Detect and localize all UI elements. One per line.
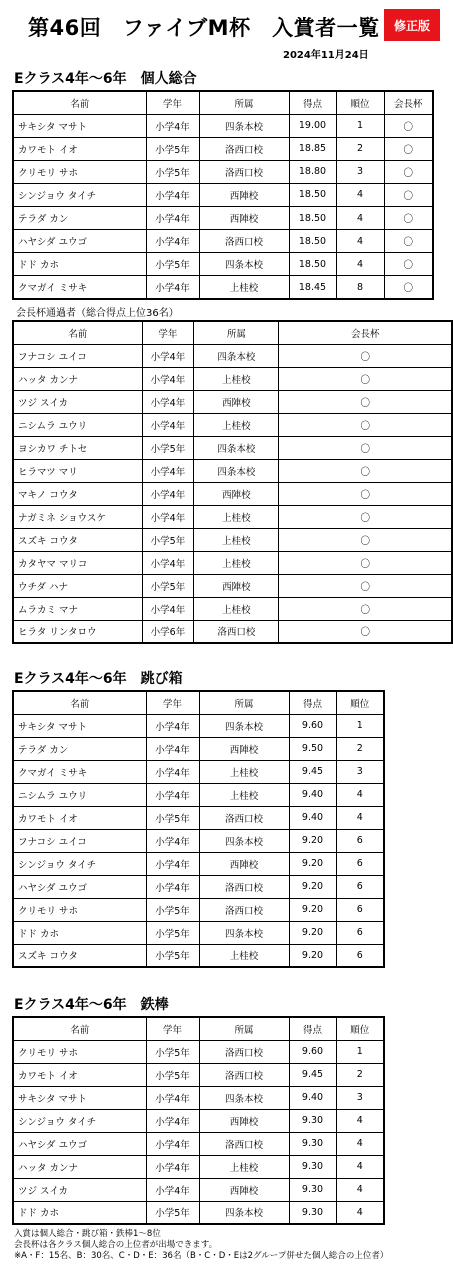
- table-row: [13, 620, 452, 643]
- table-row: [13, 1040, 384, 1063]
- table-cell: 洛西口校: [199, 230, 289, 253]
- table-cell: 小学4年: [146, 737, 199, 760]
- table-cell: カワモト イオ: [13, 806, 146, 829]
- table-row: [13, 482, 452, 505]
- table-cell: 2: [336, 1063, 384, 1086]
- table-cell: スズキ コウタ: [13, 944, 146, 967]
- table-cell: 西陣校: [199, 206, 289, 229]
- table-row: [13, 114, 433, 137]
- table-row: [13, 160, 433, 183]
- table-cell: 小学4年: [146, 875, 199, 898]
- table-cell: 洛西口校: [199, 806, 289, 829]
- table-cell: 1: [336, 1040, 384, 1063]
- section-title-council: 会長杯通過者（総合得点上位36名）: [16, 308, 179, 319]
- table-cell: 小学6年: [142, 620, 194, 643]
- column-header: 得点: [289, 691, 336, 714]
- table-cell: 4: [336, 783, 384, 806]
- table-row: [13, 875, 384, 898]
- table-header-row: [13, 321, 452, 344]
- table-cell: シンジョウ タイチ: [13, 1109, 146, 1132]
- table-cell: 18.50: [289, 183, 336, 206]
- table-cell: 〇: [279, 344, 452, 367]
- table-cell: 〇: [384, 253, 433, 276]
- column-header: 得点: [289, 1017, 336, 1040]
- table-cell: 洛西口校: [199, 1040, 289, 1063]
- table-cell: 2: [336, 737, 384, 760]
- table-cell: 4: [336, 230, 384, 253]
- table-cell: テラダ カン: [13, 206, 146, 229]
- table-cell: 小学4年: [146, 829, 199, 852]
- table-cell: 小学5年: [146, 1201, 199, 1224]
- table-cell: 9.20: [289, 944, 336, 967]
- table-cell: 9.40: [289, 1086, 336, 1109]
- table-cell: 小学5年: [146, 806, 199, 829]
- table-cell: カワモト イオ: [13, 1063, 146, 1086]
- column-header: 名前: [13, 321, 142, 344]
- table-cell: 18.50: [289, 253, 336, 276]
- table-cell: カワモト イオ: [13, 137, 146, 160]
- table-cell: 西陣校: [199, 1178, 289, 1201]
- table-cell: 小学4年: [146, 1155, 199, 1178]
- table-cell: 6: [336, 829, 384, 852]
- column-header: 学年: [146, 1017, 199, 1040]
- table-cell: 〇: [384, 206, 433, 229]
- table-cell: 9.50: [289, 737, 336, 760]
- table-cell: 小学4年: [146, 1109, 199, 1132]
- results-table-vault: [12, 690, 385, 968]
- table-row: [13, 551, 452, 574]
- table-cell: 小学5年: [146, 137, 199, 160]
- table-row: [13, 253, 433, 276]
- table-cell: 洛西口校: [199, 875, 289, 898]
- table-row: [13, 1132, 384, 1155]
- table-cell: クマガイ ミサキ: [13, 760, 146, 783]
- table-cell: 洛西口校: [199, 160, 289, 183]
- table-cell: 19.00: [289, 114, 336, 137]
- table-cell: 小学4年: [146, 1132, 199, 1155]
- footnote-line: ※A・F：15名、B：30名、C・D・E：36名（B・C・D・Eは2グループ併せた個人総合の上位者）: [14, 1251, 389, 1261]
- footnote-line: 会長杯は各クラス個人総合の上位者が出場できます。: [14, 1240, 218, 1250]
- table-row: [13, 230, 433, 253]
- table-cell: 小学5年: [146, 160, 199, 183]
- table-cell: 〇: [384, 137, 433, 160]
- table-cell: 小学4年: [142, 344, 194, 367]
- table-cell: 西陣校: [199, 1109, 289, 1132]
- table-cell: 4: [336, 1178, 384, 1201]
- table-cell: 上桂校: [194, 551, 279, 574]
- page-title: 第46回 ファイブM杯 入賞者一覧: [28, 16, 380, 40]
- table-cell: 〇: [279, 436, 452, 459]
- table-cell: 小学4年: [146, 1086, 199, 1109]
- table-cell: 〇: [279, 390, 452, 413]
- table-cell: 小学4年: [142, 367, 194, 390]
- table-cell: フナコシ ユイコ: [13, 344, 142, 367]
- table-cell: 小学4年: [142, 551, 194, 574]
- table-cell: 小学5年: [146, 898, 199, 921]
- table-cell: 上桂校: [199, 1155, 289, 1178]
- table-cell: 小学4年: [142, 505, 194, 528]
- table-cell: 9.30: [289, 1109, 336, 1132]
- table-cell: ドド カホ: [13, 921, 146, 944]
- table-cell: 4: [336, 806, 384, 829]
- table-cell: 小学4年: [146, 1178, 199, 1201]
- table-cell: 9.60: [289, 1040, 336, 1063]
- table-cell: ムラカミ マナ: [13, 597, 142, 620]
- table-cell: 小学4年: [142, 413, 194, 436]
- table-cell: テラダ カン: [13, 737, 146, 760]
- table-cell: 洛西口校: [199, 1132, 289, 1155]
- table-row: [13, 714, 384, 737]
- table-cell: マキノ コウタ: [13, 482, 142, 505]
- table-row: [13, 944, 384, 967]
- table-cell: 9.30: [289, 1155, 336, 1178]
- table-row: [13, 390, 452, 413]
- table-row: [13, 528, 452, 551]
- table-cell: 四条本校: [199, 829, 289, 852]
- table-row: [13, 413, 452, 436]
- column-header: 順位: [336, 91, 384, 114]
- table-cell: ハヤシダ ユウゴ: [13, 230, 146, 253]
- table-row: [13, 829, 384, 852]
- column-header: 会長杯: [279, 321, 452, 344]
- table-row: [13, 1201, 384, 1224]
- table-cell: 〇: [279, 597, 452, 620]
- table-cell: サキシタ マサト: [13, 714, 146, 737]
- table-row: [13, 137, 433, 160]
- table-cell: 四条本校: [199, 253, 289, 276]
- table-row: [13, 737, 384, 760]
- column-header: 会長杯: [384, 91, 433, 114]
- table-cell: 9.30: [289, 1132, 336, 1155]
- table-cell: 〇: [279, 551, 452, 574]
- table-cell: 3: [336, 1086, 384, 1109]
- table-cell: 小学4年: [142, 597, 194, 620]
- table-cell: 西陣校: [194, 574, 279, 597]
- column-header: 名前: [13, 691, 146, 714]
- table-cell: 9.20: [289, 875, 336, 898]
- column-header: 所属: [194, 321, 279, 344]
- table-cell: 1: [336, 714, 384, 737]
- table-row: [13, 344, 452, 367]
- table-cell: 小学5年: [142, 528, 194, 551]
- table-cell: 9.40: [289, 783, 336, 806]
- table-row: [13, 898, 384, 921]
- column-header: 所属: [199, 691, 289, 714]
- table-cell: シンジョウ タイチ: [13, 852, 146, 875]
- table-cell: 小学4年: [146, 230, 199, 253]
- table-cell: 〇: [384, 183, 433, 206]
- table-cell: 〇: [384, 160, 433, 183]
- section-title-bar: Eクラス4年～6年 鉄棒: [14, 997, 169, 1013]
- results-table-council: [12, 320, 453, 644]
- table-cell: 〇: [279, 574, 452, 597]
- table-row: [13, 1109, 384, 1132]
- footnotes: [14, 1229, 388, 1262]
- table-row: [13, 505, 452, 528]
- table-row: [13, 436, 452, 459]
- table-cell: 4: [336, 253, 384, 276]
- table-row: [13, 1155, 384, 1178]
- table-cell: 西陣校: [199, 852, 289, 875]
- table-cell: クマガイ ミサキ: [13, 276, 146, 299]
- table-cell: 上桂校: [194, 413, 279, 436]
- table-cell: 上桂校: [199, 276, 289, 299]
- table-cell: 〇: [279, 528, 452, 551]
- table-row: [13, 459, 452, 482]
- table-cell: 〇: [384, 276, 433, 299]
- table-cell: サキシタ マサト: [13, 114, 146, 137]
- table-cell: 4: [336, 1109, 384, 1132]
- table-cell: ドド カホ: [13, 1201, 146, 1224]
- table-cell: 四条本校: [199, 921, 289, 944]
- table-cell: 四条本校: [194, 344, 279, 367]
- table-row: [13, 183, 433, 206]
- table-cell: ニシムラ ユウリ: [13, 783, 146, 806]
- table-cell: 8: [336, 276, 384, 299]
- table-cell: 9.20: [289, 898, 336, 921]
- table-cell: 9.20: [289, 852, 336, 875]
- column-header: 順位: [336, 1017, 384, 1040]
- table-header-row: [13, 1017, 384, 1040]
- table-cell: 4: [336, 206, 384, 229]
- table-cell: 小学5年: [146, 1063, 199, 1086]
- table-cell: ツジ スイカ: [13, 1178, 146, 1201]
- table-cell: 2: [336, 137, 384, 160]
- table-cell: 18.50: [289, 230, 336, 253]
- table-cell: 6: [336, 898, 384, 921]
- table-row: [13, 760, 384, 783]
- table-cell: クリモリ サホ: [13, 898, 146, 921]
- table-cell: 四条本校: [194, 436, 279, 459]
- table-cell: 西陣校: [199, 183, 289, 206]
- table-cell: 小学4年: [146, 114, 199, 137]
- table-cell: 四条本校: [199, 1201, 289, 1224]
- column-header: 順位: [336, 691, 384, 714]
- table-cell: 上桂校: [194, 505, 279, 528]
- results-table-bar: [12, 1016, 385, 1225]
- table-cell: 3: [336, 760, 384, 783]
- column-header: 所属: [199, 91, 289, 114]
- table-cell: カタヤマ マリコ: [13, 551, 142, 574]
- table-cell: 18.85: [289, 137, 336, 160]
- section-title-overall: Eクラス4年～6年 個人総合: [14, 71, 197, 87]
- table-cell: 〇: [384, 114, 433, 137]
- table-cell: 洛西口校: [199, 1063, 289, 1086]
- table-cell: 小学5年: [146, 1040, 199, 1063]
- table-cell: 6: [336, 921, 384, 944]
- table-cell: 小学5年: [142, 574, 194, 597]
- table-cell: 〇: [279, 413, 452, 436]
- table-row: [13, 806, 384, 829]
- table-row: [13, 1178, 384, 1201]
- table-cell: 18.80: [289, 160, 336, 183]
- table-cell: 小学4年: [146, 714, 199, 737]
- table-cell: ヨシカワ チトセ: [13, 436, 142, 459]
- table-cell: 上桂校: [194, 597, 279, 620]
- table-cell: 小学4年: [142, 459, 194, 482]
- table-cell: 9.45: [289, 1063, 336, 1086]
- table-cell: 四条本校: [199, 114, 289, 137]
- table-row: [13, 1063, 384, 1086]
- table-cell: スズキ コウタ: [13, 528, 142, 551]
- table-cell: 9.20: [289, 921, 336, 944]
- table-row: [13, 367, 452, 390]
- table-header-row: [13, 691, 384, 714]
- table-cell: 小学5年: [146, 944, 199, 967]
- table-cell: ヒラタ リンタロウ: [13, 620, 142, 643]
- table-cell: 西陣校: [194, 390, 279, 413]
- table-row: [13, 783, 384, 806]
- table-cell: シンジョウ タイチ: [13, 183, 146, 206]
- table-cell: 西陣校: [194, 482, 279, 505]
- table-cell: サキシタ マサト: [13, 1086, 146, 1109]
- table-cell: 4: [336, 1132, 384, 1155]
- table-row: [13, 574, 452, 597]
- column-header: 名前: [13, 91, 146, 114]
- table-cell: ヒラマツ マリ: [13, 459, 142, 482]
- table-cell: 9.20: [289, 829, 336, 852]
- column-header: 名前: [13, 1017, 146, 1040]
- table-cell: 四条本校: [199, 714, 289, 737]
- table-cell: ナガミネ ショウスケ: [13, 505, 142, 528]
- table-cell: 四条本校: [194, 459, 279, 482]
- table-cell: 3: [336, 160, 384, 183]
- column-header: 得点: [289, 91, 336, 114]
- table-cell: 小学4年: [146, 760, 199, 783]
- table-cell: クリモリ サホ: [13, 1040, 146, 1063]
- table-cell: 西陣校: [199, 737, 289, 760]
- table-cell: 小学4年: [146, 183, 199, 206]
- table-cell: 小学5年: [146, 921, 199, 944]
- table-cell: 上桂校: [199, 944, 289, 967]
- table-row: [13, 1086, 384, 1109]
- table-cell: ツジ スイカ: [13, 390, 142, 413]
- table-cell: 9.60: [289, 714, 336, 737]
- table-cell: ウチダ ハナ: [13, 574, 142, 597]
- table-cell: 〇: [384, 230, 433, 253]
- table-cell: 四条本校: [199, 1086, 289, 1109]
- table-cell: 6: [336, 944, 384, 967]
- table-cell: ハッタ カンナ: [13, 1155, 146, 1178]
- table-cell: 〇: [279, 620, 452, 643]
- table-cell: 小学4年: [142, 482, 194, 505]
- table-cell: 小学4年: [142, 390, 194, 413]
- table-cell: 小学5年: [146, 253, 199, 276]
- table-cell: 9.30: [289, 1201, 336, 1224]
- table-cell: 小学4年: [146, 783, 199, 806]
- event-date: 2024年11月24日: [283, 50, 369, 61]
- table-cell: クリモリ サホ: [13, 160, 146, 183]
- table-cell: 1: [336, 114, 384, 137]
- column-header: 学年: [146, 91, 199, 114]
- table-row: [13, 276, 433, 299]
- table-row: [13, 921, 384, 944]
- table-cell: 4: [336, 1155, 384, 1178]
- table-cell: 上桂校: [194, 367, 279, 390]
- table-cell: ハヤシダ ユウゴ: [13, 1132, 146, 1155]
- table-cell: 上桂校: [194, 528, 279, 551]
- table-cell: 上桂校: [199, 783, 289, 806]
- table-cell: 〇: [279, 505, 452, 528]
- table-cell: 4: [336, 1201, 384, 1224]
- table-cell: ドド カホ: [13, 253, 146, 276]
- table-row: [13, 597, 452, 620]
- table-row: [13, 206, 433, 229]
- footnote-line: 入賞は個人総合・跳び箱・鉄棒1～8位: [14, 1229, 161, 1239]
- table-cell: ハヤシダ ユウゴ: [13, 875, 146, 898]
- table-cell: 小学4年: [146, 852, 199, 875]
- table-cell: ハッタ カンナ: [13, 367, 142, 390]
- column-header: 学年: [146, 691, 199, 714]
- table-cell: ニシムラ ユウリ: [13, 413, 142, 436]
- table-cell: 洛西口校: [199, 898, 289, 921]
- table-cell: 4: [336, 183, 384, 206]
- table-cell: 小学4年: [146, 276, 199, 299]
- results-table-overall: [12, 90, 434, 300]
- column-header: 学年: [142, 321, 194, 344]
- table-cell: 18.45: [289, 276, 336, 299]
- table-header-row: [13, 91, 433, 114]
- table-cell: 6: [336, 852, 384, 875]
- table-cell: 〇: [279, 367, 452, 390]
- table-cell: 小学5年: [142, 436, 194, 459]
- section-title-vault: Eクラス4年～6年 跳び箱: [14, 671, 183, 687]
- table-cell: 9.45: [289, 760, 336, 783]
- table-cell: 〇: [279, 482, 452, 505]
- revised-badge: 修正版: [384, 9, 440, 41]
- table-cell: 洛西口校: [194, 620, 279, 643]
- table-cell: 18.50: [289, 206, 336, 229]
- table-cell: 9.30: [289, 1178, 336, 1201]
- table-cell: 9.40: [289, 806, 336, 829]
- table-row: [13, 852, 384, 875]
- table-cell: 〇: [279, 459, 452, 482]
- table-cell: 小学4年: [146, 206, 199, 229]
- table-cell: 6: [336, 875, 384, 898]
- table-cell: 洛西口校: [199, 137, 289, 160]
- table-cell: フナコシ ユイコ: [13, 829, 146, 852]
- table-cell: 上桂校: [199, 760, 289, 783]
- column-header: 所属: [199, 1017, 289, 1040]
